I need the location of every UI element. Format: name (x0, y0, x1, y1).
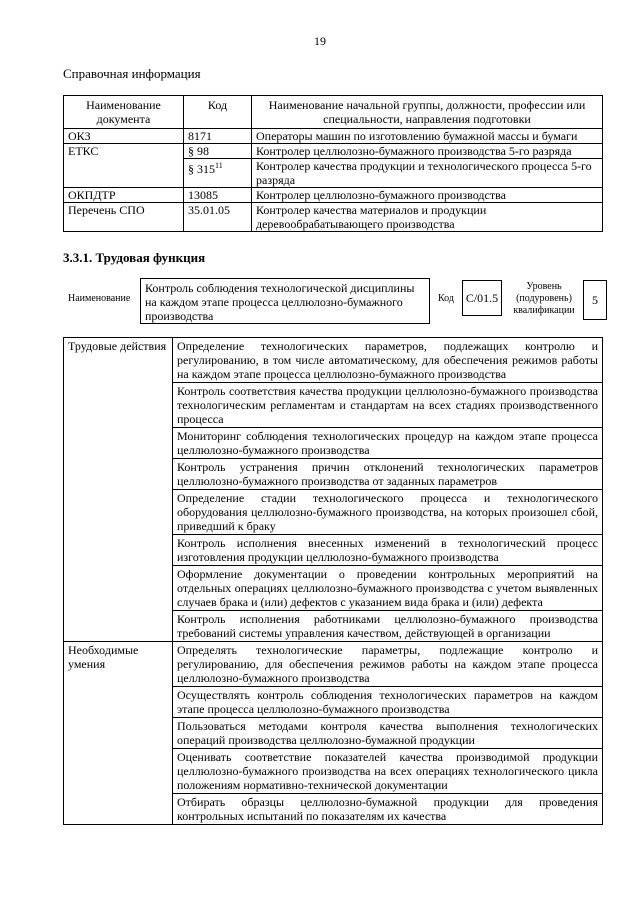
action-item: Контроль соответствия качества продукции целлюлозно-бумажного производства технологическим регламентам и стандартам на всех стадиях производственного процесса (173, 383, 603, 428)
action-item: Оформление документации о проведении контрольных мероприятий на отдельных операциях целлюлозно-бумажного производства с учетом выявленных случаев брака и (или) дефектов с указанием вида брака и (или) дефекта (173, 566, 603, 611)
row-name: Контролер качества продукции и технологического процесса 5-го разряда (252, 159, 603, 188)
skill-item: Осуществлять контроль соблюдения технологических параметров на каждом этапе процесса целлюлозно-бумажного производства (173, 687, 603, 718)
row-document: ОКПДТР (64, 188, 184, 203)
table-row (64, 129, 603, 144)
table-row (64, 203, 603, 232)
function-details-table (63, 337, 603, 825)
row-code: 8171 (184, 129, 252, 144)
row-code: 13085 (184, 188, 252, 203)
name-label: Наименование (68, 293, 131, 304)
table-row (64, 642, 603, 687)
function-heading: 3.3.1. Трудовая функция (63, 250, 206, 265)
row-name: Операторы машин по изготовлению бумажной массы и бумаги (252, 129, 603, 144)
row-code (184, 159, 252, 188)
row-document: ЕТКС (64, 144, 184, 188)
action-item: Мониторинг соблюдения технологических процедур на каждом этапе процесса целлюлозно-бумажного производства (173, 428, 603, 459)
action-item: Контроль исполнения внесенных изменений в технологический процесс изготовления продукции целлюлозно-бумажного производства (173, 535, 603, 566)
row-code-text: § 315 (188, 162, 215, 176)
skill-item: Оценивать соответствие показателей качества производимой продукции целлюлозно-бумажного производства на всех операциях технологического цикла положениям нормативно-технической документации (173, 749, 603, 794)
row-name: Контролер целлюлозно-бумажного производства (252, 188, 603, 203)
skill-item: Пользоваться методами контроля качества выполнения технологических операций производства целлюлозно-бумажной продукции (173, 718, 603, 749)
row-code: 35.01.05 (184, 203, 252, 232)
table-row (64, 338, 603, 383)
row-document: Перечень СПО (64, 203, 184, 232)
header-code: Код (184, 96, 252, 129)
table-row (64, 188, 603, 203)
action-item: Контроль исполнения работниками целлюлозно-бумажного производства требований системы управления качеством, действующей в организации (173, 611, 603, 642)
row-name: Контролер целлюлозно-бумажного производства 5-го разряда (252, 144, 603, 159)
qualification-level-box: 5 (583, 280, 607, 320)
code-label: Код (438, 293, 454, 304)
action-item: Контроль устранения причин отклонений технологических параметров целлюлозно-бумажного производства от заданных параметров (173, 459, 603, 490)
row-code: § 98 (184, 144, 252, 159)
skills-label: Необходимые умения (64, 642, 173, 825)
function-code-box: C/01.5 (462, 280, 502, 316)
header-document: Наименование документа (64, 96, 184, 129)
action-item: Определение стадии технологического процесса и технологического оборудования целлюлозно-бумажного производства, на которых произошел сбой, приведший к браку (173, 490, 603, 535)
table-header-row (64, 96, 603, 129)
footnote-ref: 11 (215, 161, 223, 170)
table-row (64, 144, 603, 159)
actions-label: Трудовые действия (64, 338, 173, 642)
level-label: Уровень (подуровень) квалификации (513, 281, 575, 316)
row-name: Контролер качества материалов и продукции деревообрабатывающего производства (252, 203, 603, 232)
skill-item: Отбирать образцы целлюлозно-бумажной продукции для проведения контрольных испытаний по показателям их качества (173, 794, 603, 825)
action-item: Определение технологических параметров, подлежащих контролю и регулированию, в том числе автоматическому, для обеспечения режимов работы на каждом этапе процесса целлюлозно-бумажного производства (173, 338, 603, 383)
skill-item: Определять технологические параметры, подлежащие контролю и регулированию, для обеспечения режимов работы на каждом этапе процесса целлюлозно-бумажного производства (173, 642, 603, 687)
reference-title: Справочная информация (63, 66, 201, 81)
reference-table (63, 95, 603, 232)
row-document: ОКЗ (64, 129, 184, 144)
page-number: 19 (314, 34, 326, 48)
header-name: Наименование начальной группы, должности, профессии или специальности, направления подготовки (252, 96, 603, 129)
function-name-box: Контроль соблюдения технологической дисциплины на каждом этапе процесса целлюлозно-бумажного производства (140, 278, 430, 324)
